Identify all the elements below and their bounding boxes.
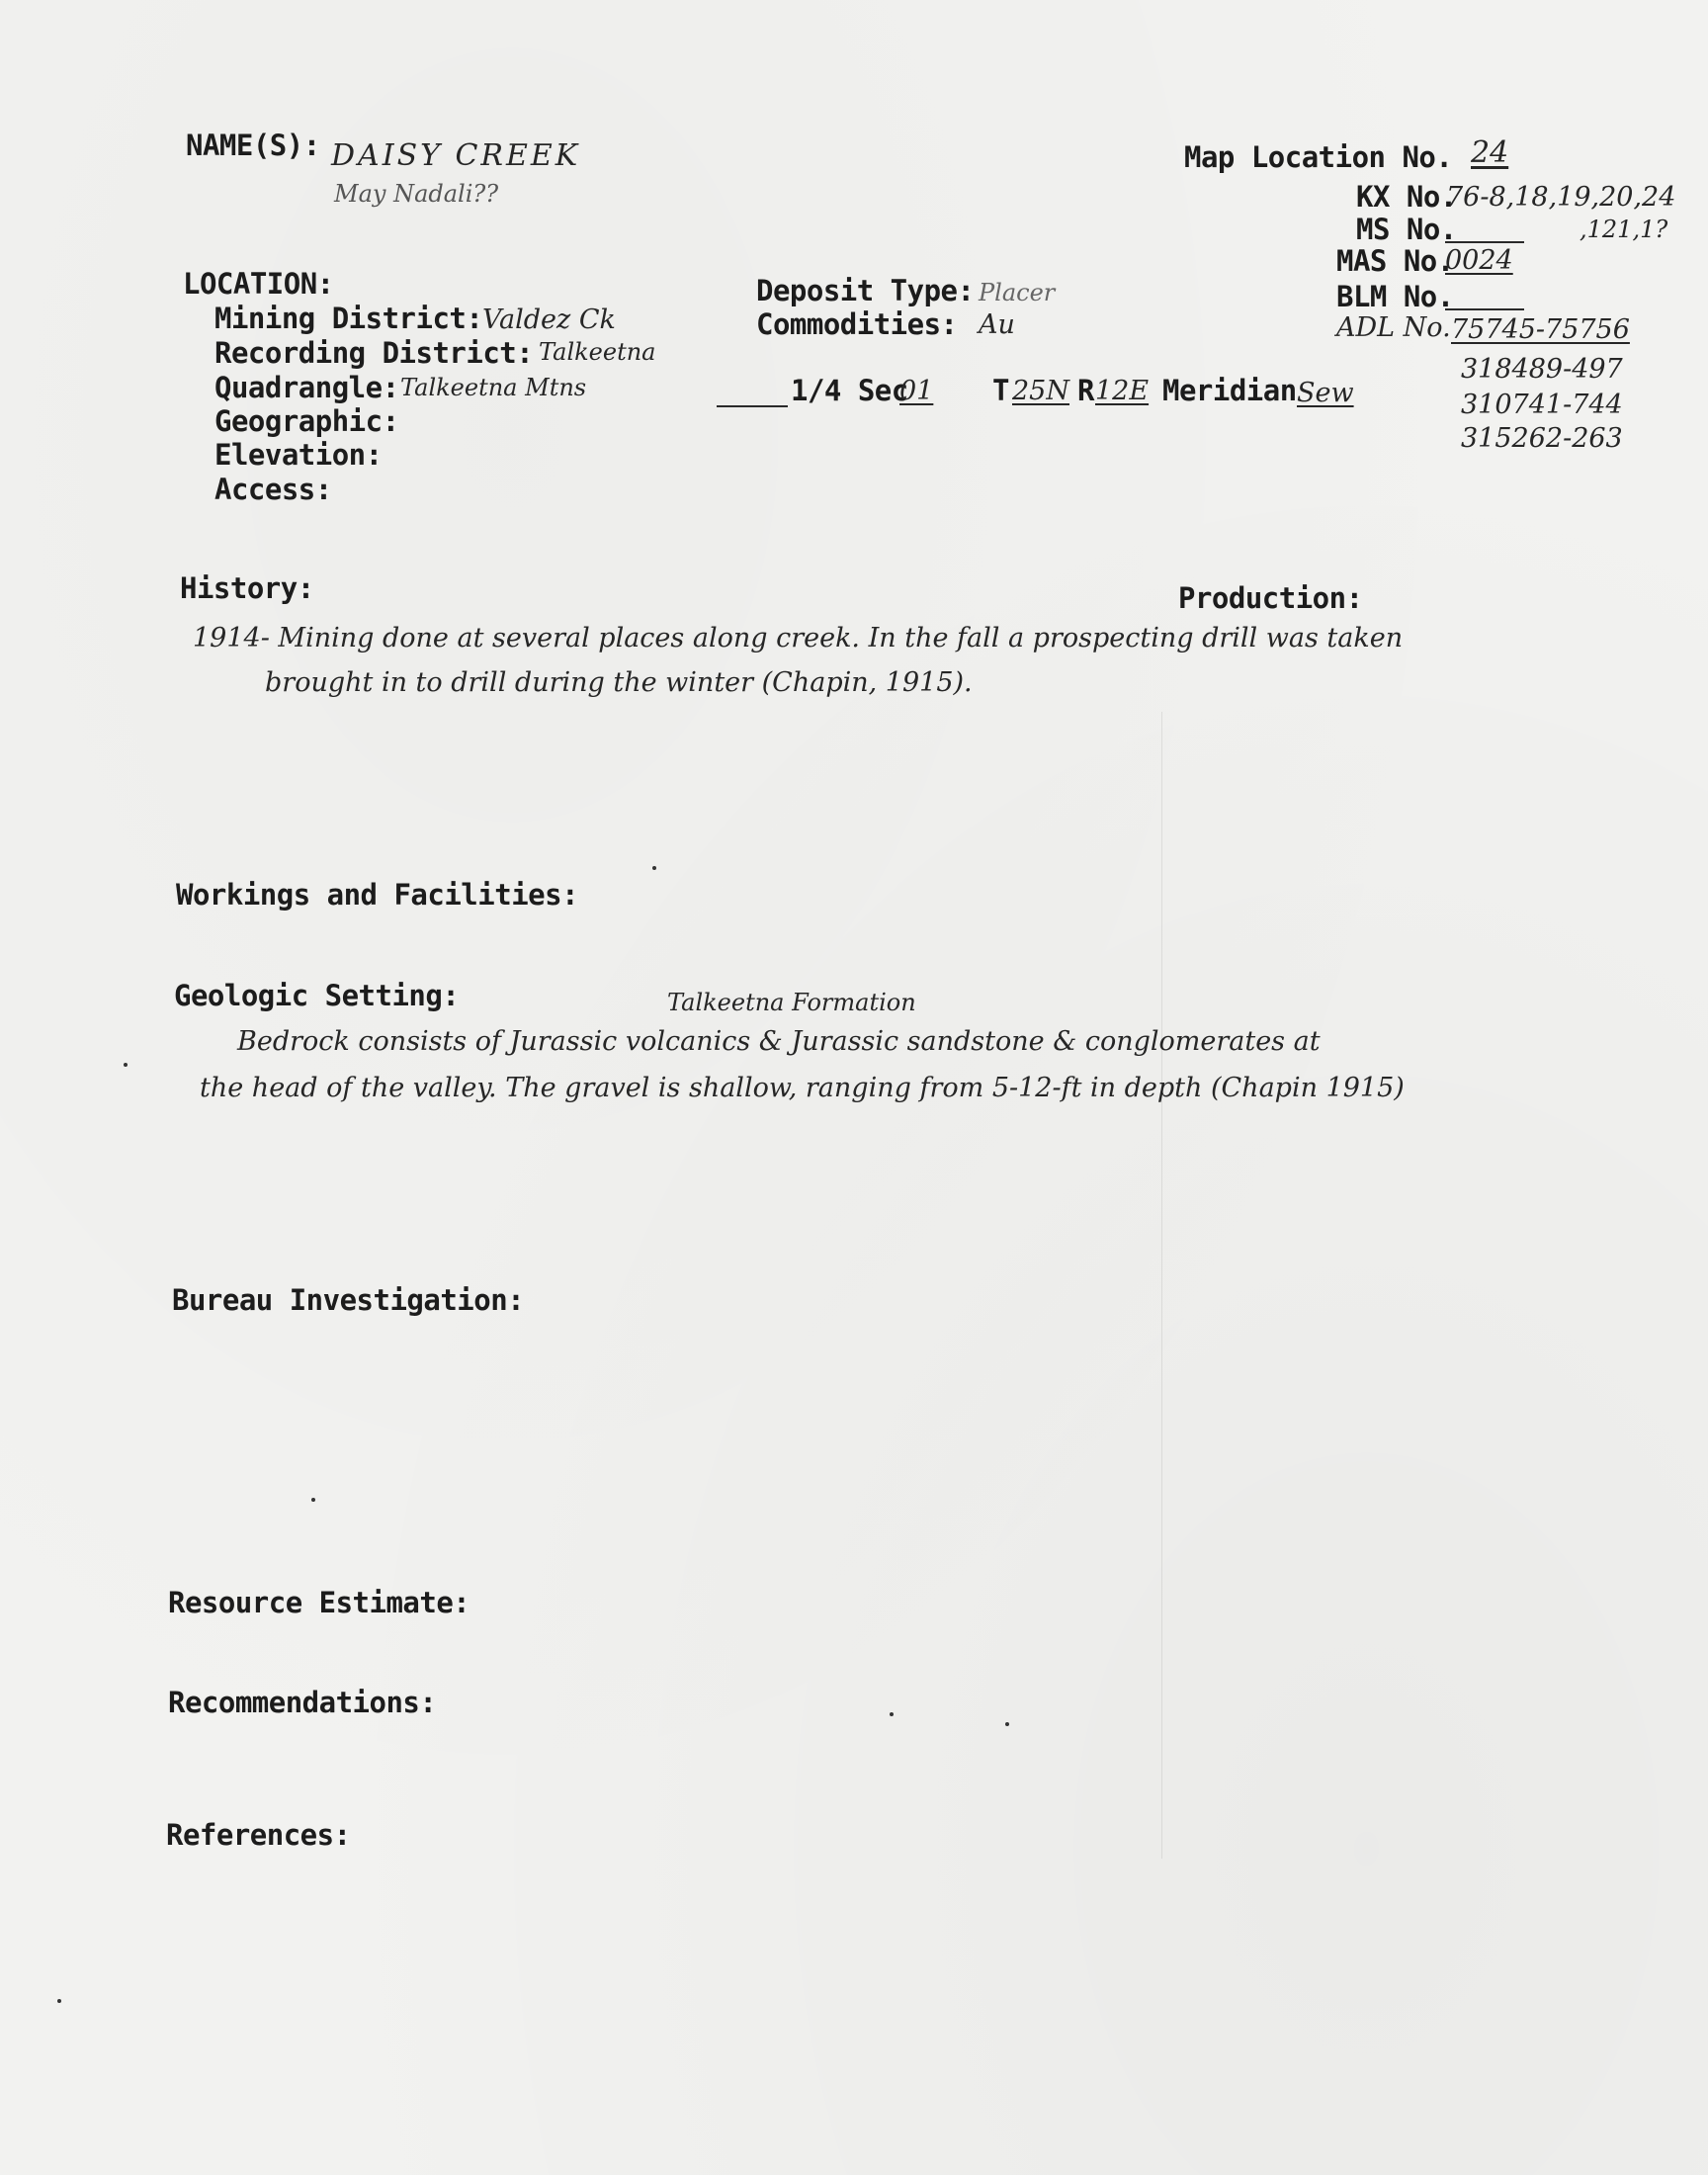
- names-value: DAISY CREEK: [331, 138, 581, 173]
- adl-value-1: 75745-75756: [1451, 314, 1630, 345]
- geologic-line-2: the head of the valley. The gravel is shallow, ranging from 5-12-ft in depth (Chapin 1915): [200, 1073, 1405, 1103]
- location-heading: LOCATION:: [183, 267, 334, 301]
- names-note: May Nadali??: [334, 180, 499, 208]
- history-line-2: brought in to drill during the winter (Chapin, 1915).: [265, 667, 973, 698]
- geologic-line-1: Bedrock consists of Jurassic volcanics & Jurassic sandstone & conglomerates at: [237, 1026, 1321, 1057]
- mining-district-value: Valdez Ck: [482, 304, 616, 335]
- meridian-label: Meridian: [1162, 374, 1297, 407]
- quarter-blank: [717, 405, 788, 407]
- workings-label: Workings and Facilities:: [176, 878, 579, 912]
- kx-continued: ,121,1?: [1580, 216, 1668, 243]
- scan-speck: [1005, 1722, 1009, 1726]
- kx-label: KX No.: [1356, 180, 1457, 214]
- meridian-value: Sew: [1297, 378, 1354, 408]
- quadrangle-value: Talkeetna Mtns: [400, 374, 587, 401]
- scan-speck: [124, 1063, 128, 1067]
- commodities-label: Commodities:: [756, 307, 958, 341]
- recording-district-value: Talkeetna: [539, 338, 656, 366]
- blm-label: BLM No.: [1336, 280, 1454, 313]
- geologic-setting-label: Geologic Setting:: [174, 979, 460, 1012]
- range-value: 12E: [1095, 376, 1150, 406]
- scan-speck: [57, 1999, 61, 2003]
- range-label: R: [1077, 374, 1094, 407]
- recording-district-label: Recording District:: [214, 336, 534, 370]
- map-location-label: Map Location No.: [1184, 140, 1453, 174]
- ms-blank: [1445, 241, 1524, 243]
- quarter-sec-label: 1/4 Sec: [791, 374, 908, 407]
- deposit-type-label: Deposit Type:: [756, 274, 975, 307]
- mas-value: 0024: [1445, 245, 1513, 276]
- map-location-value: 24: [1471, 135, 1509, 170]
- adl-value-3: 310741-744: [1461, 390, 1623, 420]
- township-value: 25N: [1012, 376, 1069, 406]
- ms-label: MS No.: [1356, 213, 1457, 246]
- adl-value-2: 318489-497: [1461, 354, 1623, 385]
- bureau-investigation-label: Bureau Investigation:: [172, 1283, 525, 1317]
- geographic-label: Geographic:: [214, 404, 399, 438]
- resource-estimate-label: Resource Estimate:: [168, 1586, 470, 1619]
- township-label: T: [992, 374, 1009, 407]
- recommendations-label: Recommendations:: [168, 1686, 437, 1719]
- scan-speck: [890, 1712, 894, 1716]
- geologic-insert: Talkeetna Formation: [667, 989, 916, 1016]
- elevation-label: Elevation:: [214, 438, 383, 472]
- history-label: History:: [180, 571, 314, 605]
- quadrangle-label: Quadrangle:: [214, 371, 399, 404]
- mining-district-label: Mining District:: [214, 302, 483, 335]
- names-label: NAME(S):: [186, 129, 320, 162]
- mas-label: MAS No.: [1336, 244, 1454, 278]
- adl-value-4: 315262-263: [1461, 423, 1623, 454]
- access-label: Access:: [214, 473, 332, 506]
- adl-label: ADL No.: [1336, 312, 1451, 343]
- history-line-1: 1914- Mining done at several places along creek. In the fall a prospecting drill was taken: [193, 623, 1404, 653]
- scan-speck: [652, 866, 656, 870]
- scan-artifact-line: [1161, 712, 1162, 1859]
- scan-speck: [311, 1498, 315, 1502]
- deposit-type-value: Placer: [979, 279, 1056, 306]
- commodities-value: Au: [979, 309, 1015, 340]
- references-label: References:: [166, 1818, 351, 1852]
- sec-value: 01: [899, 376, 934, 406]
- kx-value: 76-8,18,19,20,24: [1446, 182, 1676, 213]
- blm-blank: [1445, 308, 1524, 310]
- production-label: Production:: [1178, 581, 1363, 615]
